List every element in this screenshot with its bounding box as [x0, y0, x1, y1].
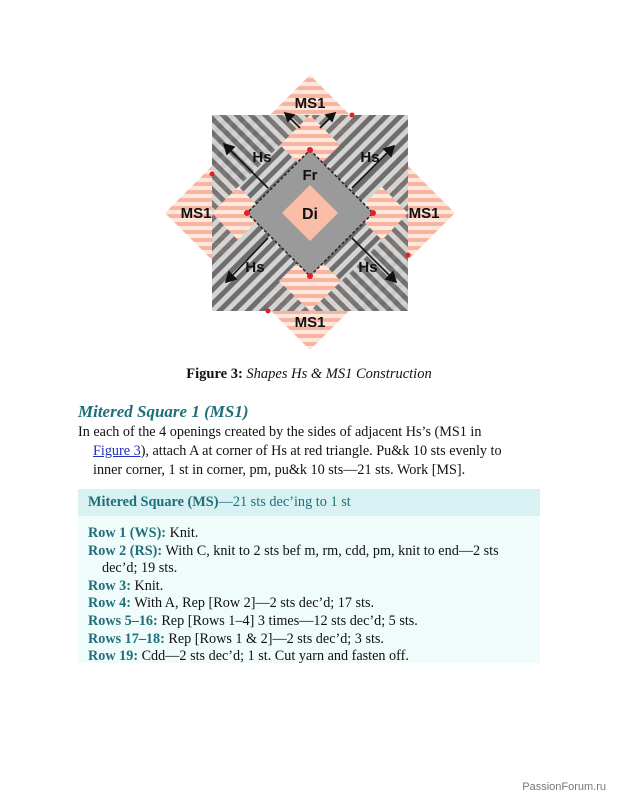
section-title: Mitered Square 1 (MS1) [78, 402, 249, 421]
label-ms1-left: MS1 [180, 205, 212, 222]
row-text: Rep [Rows 1 & 2]—2 sts dec’d; 3 sts. [164, 630, 384, 647]
label-hs-bottom-left: Hs [245, 259, 265, 276]
row-label: Row 4: [88, 595, 131, 612]
construction-diagram [160, 70, 460, 370]
row-text: Knit. [166, 525, 199, 541]
row-item [88, 578, 540, 596]
instructions-box [78, 489, 540, 663]
label-ms1-right: MS1 [408, 205, 440, 222]
figure-link[interactable]: Figure 3 [93, 443, 141, 459]
box-header-rest: —21 sts dec’ing to 1 st [218, 494, 351, 510]
row-label: Row 2 (RS): [88, 542, 163, 559]
watermark: PassionForum.ru [522, 781, 606, 793]
figure-caption [0, 366, 618, 383]
row-item-continued [88, 560, 540, 578]
row-item [88, 613, 540, 631]
row-label: Rows 5–16: [88, 612, 158, 629]
intro-line-3: inner corner, 1 st in corner, pm, pu&k 10 sts—21 sts. Work [MS]. [93, 462, 466, 478]
box-header-label: Mitered Square (MS) [88, 494, 219, 510]
label-fr: Fr [302, 167, 318, 184]
label-ms1-bottom: MS1 [294, 314, 326, 331]
box-header [78, 489, 540, 516]
row-text: dec’d; 19 sts. [102, 560, 178, 577]
intro-line-2-rest: ), attach A at corner of Hs at red triangle. Pu&k 10 sts evenly to [140, 443, 502, 459]
intro-paragraph [78, 423, 540, 480]
label-hs-top-right: Hs [360, 149, 380, 166]
row-label: Row 19: [88, 648, 139, 665]
row-item [88, 543, 540, 561]
row-text: Cdd—2 sts dec’d; 1 st. Cut yarn and fasten off. [138, 648, 409, 665]
row-list [78, 516, 540, 666]
row-item [88, 595, 540, 613]
row-item [88, 648, 540, 666]
intro-line-1: In each of the 4 openings created by the sides of adjacent Hs’s (MS1 in [78, 424, 482, 440]
row-text: Rep [Rows 1–4] 3 times—12 sts dec’d; 5 sts. [157, 612, 418, 629]
row-label: Rows 17–18: [88, 630, 165, 647]
label-ms1-top: MS1 [294, 95, 326, 112]
row-text: With A, Rep [Row 2]—2 sts dec’d; 17 sts. [130, 595, 375, 612]
label-hs-bottom-right: Hs [358, 259, 378, 276]
caption-label: Figure 3: [186, 366, 243, 382]
label-hs-top-left: Hs [252, 149, 272, 166]
intro-line-2 [78, 442, 540, 461]
row-label: Row 3: [88, 577, 131, 594]
row-item [88, 631, 540, 649]
row-item [88, 525, 540, 543]
label-di: Di [302, 206, 318, 223]
row-text: Knit. [130, 577, 164, 594]
row-label: Row 1 (WS): [88, 525, 167, 541]
caption-text: Shapes Hs & MS1 Construction [246, 366, 432, 382]
row-text: With C, knit to 2 sts bef m, rm, cdd, pm, knit to end—2 sts [162, 542, 499, 559]
